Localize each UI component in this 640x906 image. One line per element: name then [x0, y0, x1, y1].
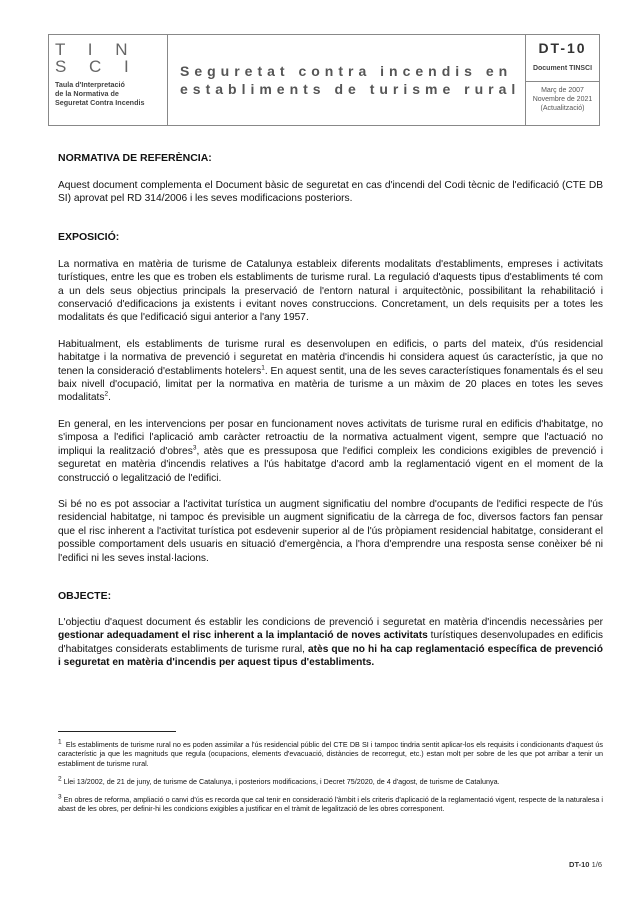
- footnote-1: [58, 740, 603, 768]
- footnote-ref-1: 1: [261, 364, 265, 372]
- date-line: Març de 2007: [541, 87, 584, 94]
- document-title-line: establiments de turisme rural: [180, 81, 521, 97]
- doc-dates: [526, 82, 599, 113]
- header-logo-cell: [49, 35, 168, 125]
- emphasis-text: gestionar adequadament el risc inherent a la implantació de noves activitats: [58, 630, 428, 642]
- document-title-line: Seguretat contra incendis en: [180, 63, 513, 79]
- footnote-3: [58, 795, 603, 814]
- footnote-2: [58, 777, 603, 786]
- tinsci-logo: T I N S C I: [55, 40, 138, 76]
- exposicio-paragraph-3: [58, 418, 603, 485]
- date-line: Novembre de 2021: [532, 96, 593, 103]
- header-title-cell: [168, 35, 526, 125]
- section-title-normativa: NORMATIVA DE REFERÈNCIA:: [58, 152, 212, 164]
- footnote-ref-2: 2: [104, 391, 109, 399]
- paragraph-text: L'objectiu d'aquest document és establir les condicions de prevenció i seguretat en matèria d'incendis necessàries per: [58, 616, 603, 628]
- footnote-number: 2: [58, 775, 62, 783]
- footnote-number: 1: [58, 738, 62, 746]
- normativa-paragraph: Aquest document complementa el Document bàsic de seguretat en cas d'incendi del Codi tècnic de l'edificació (CTE DB SI) aprovat pel RD 314/2006 i les seves modificacions posteriors.: [58, 180, 603, 205]
- paragraph-text: . En aquest sentit, una de les seves característiques fonamentals és el seu baix nivell d'ocupació, limitat per la normativa en matèria de turisme a un màxim de 20 places en totes les seves modalitats: [58, 365, 603, 404]
- footnote-text: En obres de reforma, ampliació o canvi d'ús es recorda que cal tenir en consideració l'àmbit i els criteris d'aplicació de la reglamentació vigent, respecte de la naturalesa i abast de les obres, per definir-hi les condicions exigibles a justificar en el tràmit de legalització de les obres corresponent.: [58, 795, 603, 814]
- exposicio-paragraph-1: La normativa en matèria de turisme de Catalunya estableix diferents modalitats d'establiments, empreses i activitats turístiques, entre les que es troben els establiments de turisme rural. La regulació d'aquests tipus d'establiments té com a un dels seus objectius principals la preservació de l'entorn natural i arquitectònic, possibilitant la rehabilitació i conservació d'edificacions ja existents i evitant noves construccions. Concretament, un dels requisits per a totes les modalitats és que l'edificació sigui anterior a l'any 1957.: [58, 258, 603, 324]
- doc-code: DT-10: [538, 40, 587, 56]
- date-line: (Actualització): [540, 105, 585, 112]
- page-number: 1/6: [591, 860, 602, 869]
- header-meta-cell: [526, 35, 599, 125]
- footnote-number: 3: [58, 793, 62, 801]
- logo-subtitle-line: Seguretat Contra Incendis: [55, 98, 145, 107]
- section-title-exposicio: EXPOSICIÓ:: [58, 230, 120, 243]
- doc-code-box: [526, 35, 599, 82]
- footnote-text: Llei 13/2002, de 21 de juny, de turisme de Catalunya, i posteriors modificacions, i Decret 75/2020, de 4 d'agost, de turisme de Catalunya.: [63, 776, 500, 786]
- paragraph-text: Habitualment, els establiments de turisme rural es desenvolupen en edificis, o parts del mateix, d'ús residencial habitatge i la normativa de prevenció i seguretat en matèria d'incendis hi considera aquest ús característic, ja que no tenen la consideració d'establiments hotelers: [58, 338, 603, 377]
- footnote-text: Els establiments de turisme rural no es poden assimilar a l'ús residencial públic del CTE DB SI i tampoc tindria sentit aplicar-los els requisits i condicionants d'aquest ús característic ja que les magnituds que regula (ocupacions, elements d'evacuació, distàncies de recorregut, etc.) estan molt per sobre de les que pot arribar a tenir un establiment de turisme rural.: [58, 740, 603, 768]
- paragraph-text: , atès que es pressuposa que l'edifici compleix les condicions exigibles de prevenció i seguretat en matèria d'incendis relatives a l'ús habitatge d'acord amb la reglamentació vigent en el moment de la construcció o legalització de l'edifici.: [58, 445, 604, 484]
- paragraph-text: .: [108, 392, 111, 404]
- section-title-objecte: OBJECTE:: [58, 589, 112, 602]
- footer-doc-code: DT-10: [569, 860, 590, 869]
- logo-subtitle-line: Taula d'Interpretació: [55, 80, 125, 89]
- document-body: [58, 152, 603, 670]
- paragraph-text: En general, en les intervencions per posar en funcionament noves activitats de turisme rural en edificis d'habitatge, no s'imposa a l'edifici l'aplicació amb caràcter retroactiu de la normativa actualment vigent, sempre que l'actuació no impliqui la realització d'obres: [58, 418, 603, 457]
- paragraph-text: turístiques desenvolupades en edificis d'habitatges considerats establiments de turisme rural,: [58, 630, 603, 655]
- exposicio-paragraph-2: [58, 338, 603, 405]
- footnote-divider: [58, 731, 176, 732]
- objecte-paragraph: [58, 616, 603, 670]
- doc-label: Document TINSCI: [532, 65, 593, 72]
- document-header: [48, 34, 600, 126]
- footnote-ref-3: 3: [192, 444, 197, 452]
- emphasis-text: atès que no hi ha cap reglamentació específica de prevenció i seguretat en matèria d'incendis per aquest tipus d'establiments.: [58, 643, 603, 669]
- footnotes: [58, 740, 603, 814]
- exposicio-paragraph-4: Si bé no es pot associar a l'activitat turística un augment significatiu del nombre d'ocupants de l'edifici respecte de l'ús residencial habitatge, ni tampoc és previsible un augment significatiu de la càrrega de foc, diversos factors fan pensar que el risc inherent a l'activitat turística pot esdevenir superior al de l'ús pròpiament residencial habitatge, considerant el possible comportament dels usuaris en situació d'emergència, a l'hora d'emprendre una resposta sense conèixer bé ni l'edifici ni les seves instal·lacions.: [58, 498, 603, 564]
- logo-subtitle-line: de la Normativa de: [55, 89, 119, 98]
- page-footer: [569, 860, 602, 869]
